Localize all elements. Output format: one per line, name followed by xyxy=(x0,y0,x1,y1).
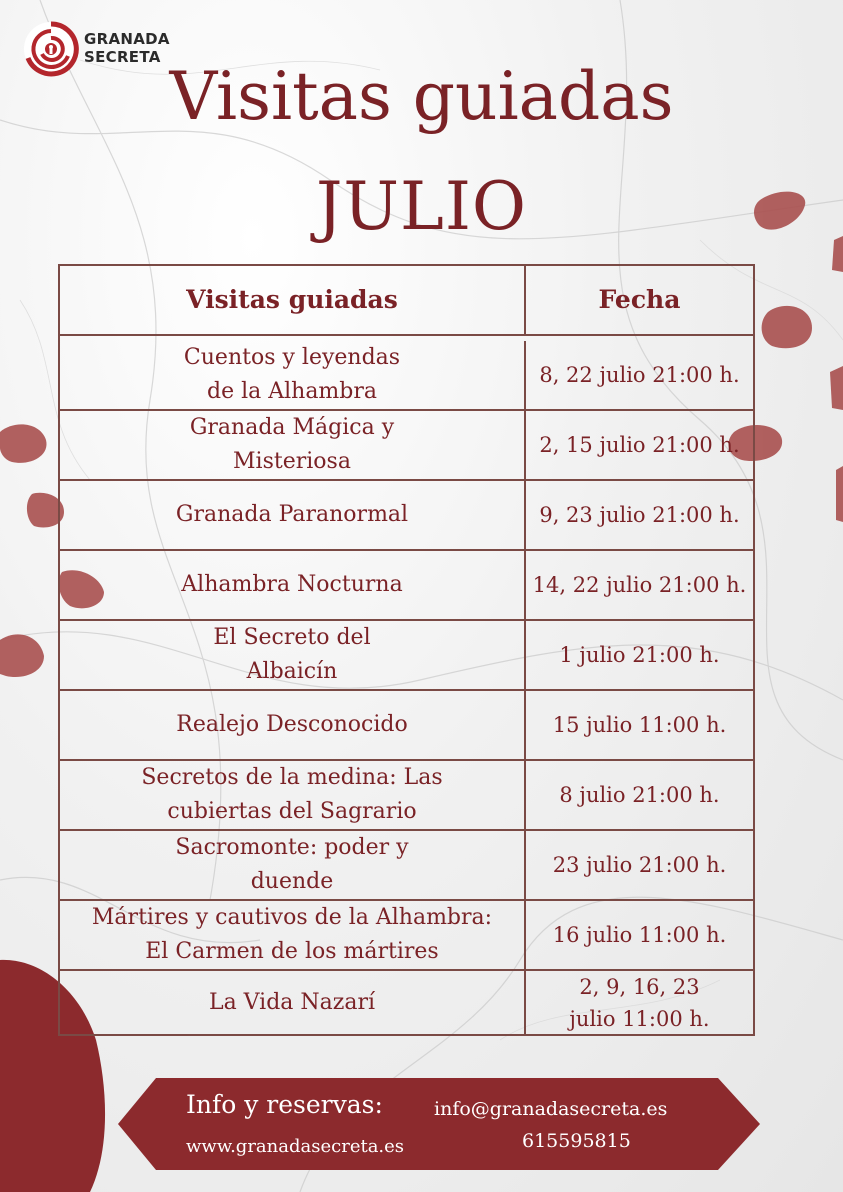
petal-shape xyxy=(836,466,843,522)
tour-name: Granada Paranormal xyxy=(60,481,526,549)
tour-date: 9, 23 julio 21:00 h. xyxy=(539,503,740,527)
tour-name: Sacromonte: poder y duende xyxy=(60,831,526,899)
tour-date: 23 julio 21:00 h. xyxy=(552,853,727,877)
table-row xyxy=(60,901,753,971)
tour-name: Cuentos y leyendas de la Alhambra xyxy=(60,341,526,409)
brand-name-line2: SECRETA xyxy=(84,48,161,66)
tour-date: 8 julio 21:00 h. xyxy=(559,783,720,807)
table-header-row xyxy=(60,266,753,336)
table-row xyxy=(60,971,753,1034)
website-link[interactable]: www.granadasecreta.es xyxy=(186,1136,405,1157)
header-tour: Visitas guiadas xyxy=(60,266,526,334)
table-row xyxy=(60,341,753,411)
tour-date: 14, 22 julio 21:00 h. xyxy=(532,573,747,597)
tour-name: Realejo Desconocido xyxy=(60,691,526,759)
info-banner xyxy=(118,1078,760,1170)
tour-date: 1 julio 21:00 h. xyxy=(559,643,720,667)
tour-name: Granada Mágica y Misteriosa xyxy=(60,411,526,479)
tour-date: 2, 15 julio 21:00 h. xyxy=(539,433,740,457)
tour-name: Alhambra Nocturna xyxy=(60,551,526,619)
tour-schedule-table xyxy=(58,264,755,1036)
page-title: Visitas guiadas xyxy=(169,58,674,135)
tour-name: Secretos de la medina: Las cubiertas del Sagrario xyxy=(60,761,526,829)
tour-name: La Vida Nazarí xyxy=(60,971,526,1034)
brand-name-line1: GRANADA xyxy=(84,30,170,48)
table-row xyxy=(60,831,753,901)
tour-date: 8, 22 julio 21:00 h. xyxy=(539,363,740,387)
tour-name: Mártires y cautivos de la Alhambra: El Carmen de los mártires xyxy=(60,901,526,969)
header-date: Fecha xyxy=(598,285,681,314)
tour-date: 16 julio 11:00 h. xyxy=(552,923,727,947)
petal-shape xyxy=(762,306,812,348)
page-subtitle-month: JULIO xyxy=(315,168,528,245)
table-row xyxy=(60,551,753,621)
petal-shape xyxy=(830,366,843,410)
tour-date: 15 julio 11:00 h. xyxy=(552,713,727,737)
email-link[interactable]: info@granadasecreta.es xyxy=(434,1098,668,1120)
phone-number[interactable]: 615595815 xyxy=(522,1130,631,1152)
table-row xyxy=(60,691,753,761)
petal-shape xyxy=(0,634,44,677)
table-row xyxy=(60,481,753,551)
table-row xyxy=(60,411,753,481)
tour-date: 2, 9, 16, 23 julio 11:00 h. xyxy=(569,974,710,1031)
petal-shape xyxy=(0,424,47,462)
info-label: Info y reservas: xyxy=(186,1090,383,1119)
table-row xyxy=(60,621,753,691)
table-row xyxy=(60,761,753,831)
tour-name: El Secreto del Albaicín xyxy=(60,621,526,689)
